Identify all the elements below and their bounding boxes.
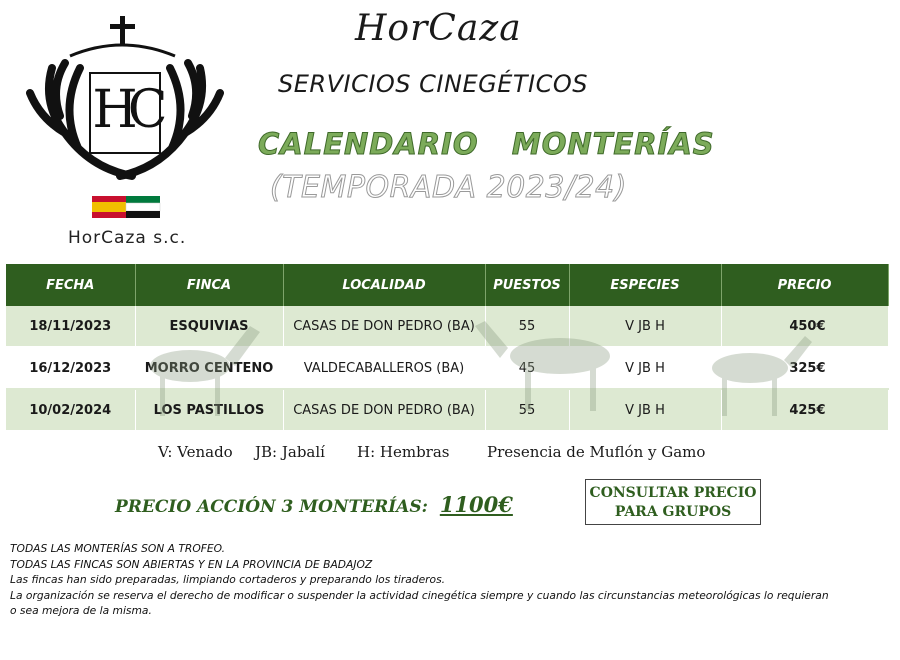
- consult-line-2: PARA GRUPOS: [614, 504, 732, 520]
- season-title: (TEMPORADA 2023/24): [270, 170, 627, 205]
- note-line: TODAS LAS FINCAS SON ABIERTAS Y EN LA PROVINCIA DE BADAJOZ: [10, 557, 373, 571]
- table-row: [6, 389, 888, 431]
- note-line: TODAS LAS MONTERÍAS SON A TROFEO.: [10, 542, 226, 555]
- legend-hembras: H: Hembras: [357, 443, 450, 461]
- cell-especies: V JB H: [569, 389, 721, 431]
- note-line: La organización se reserva el derecho de modificar o suspender la actividad cinegética siempre y cuando las circunstancias meteorológicas lo requieran: [10, 588, 829, 602]
- cell-localidad: CASAS DE DON PEDRO (BA): [283, 306, 485, 347]
- header-puestos: PUESTOS: [485, 264, 569, 306]
- calendar-title: CALENDARIO MONTERÍAS: [258, 127, 715, 161]
- note-line: o sea mejora de la misma.: [10, 604, 152, 617]
- logo: [20, 8, 235, 248]
- table-row: [6, 347, 888, 389]
- cell-finca: LOS PASTILLOS: [135, 389, 283, 431]
- header-localidad: LOCALIDAD: [283, 264, 485, 306]
- cell-puestos: 45: [485, 347, 569, 389]
- notes: [10, 541, 895, 619]
- legend-presence: Presencia de Muflón y Gamo: [487, 443, 706, 461]
- cell-localidad: CASAS DE DON PEDRO (BA): [283, 389, 485, 431]
- cell-precio: 450€: [721, 306, 888, 347]
- table-header-row: [6, 264, 888, 306]
- promo-label: PRECIO ACCIÓN 3 MONTERÍAS:: [115, 497, 428, 517]
- cell-precio: 425€: [721, 389, 888, 431]
- table-row: [6, 306, 888, 347]
- brand-name: HorCaza: [355, 8, 522, 49]
- header-finca: FINCA: [135, 264, 283, 306]
- cell-fecha: 18/11/2023: [6, 306, 135, 347]
- cell-especies: V JB H: [569, 347, 721, 389]
- legend-jabali: JB: Jabalí: [255, 443, 325, 461]
- cell-fecha: 10/02/2024: [6, 389, 135, 431]
- promo-price: [115, 492, 513, 517]
- cell-especies: V JB H: [569, 306, 721, 347]
- header-especies: ESPECIES: [569, 264, 721, 306]
- cell-fecha: 16/12/2023: [6, 347, 135, 389]
- consult-line-1: CONSULTAR PRECIO: [589, 485, 757, 501]
- header-precio: PRECIO: [721, 264, 888, 306]
- cell-finca: ESQUIVIAS: [135, 306, 283, 347]
- legend-venado: V: Venado: [158, 443, 233, 461]
- cell-finca: MORRO CENTENO: [135, 347, 283, 389]
- cell-localidad: VALDECABALLEROS (BA): [283, 347, 485, 389]
- cell-puestos: 55: [485, 389, 569, 431]
- note-line: Las fincas han sido preparadas, limpiando cortaderos y preparando los tiraderos.: [10, 573, 446, 586]
- cell-precio: 325€: [721, 347, 888, 389]
- header-fecha: FECHA: [6, 264, 135, 306]
- cell-puestos: 55: [485, 306, 569, 347]
- monterias-table: [6, 264, 889, 432]
- consult-group-price-box: [585, 479, 761, 525]
- promo-amount: 1100€: [439, 492, 513, 517]
- logo-caption: HorCaza s.c.: [68, 228, 187, 248]
- subtitle: SERVICIOS CINEGÉTICOS: [278, 70, 588, 98]
- logo-monogram: HC: [92, 80, 158, 140]
